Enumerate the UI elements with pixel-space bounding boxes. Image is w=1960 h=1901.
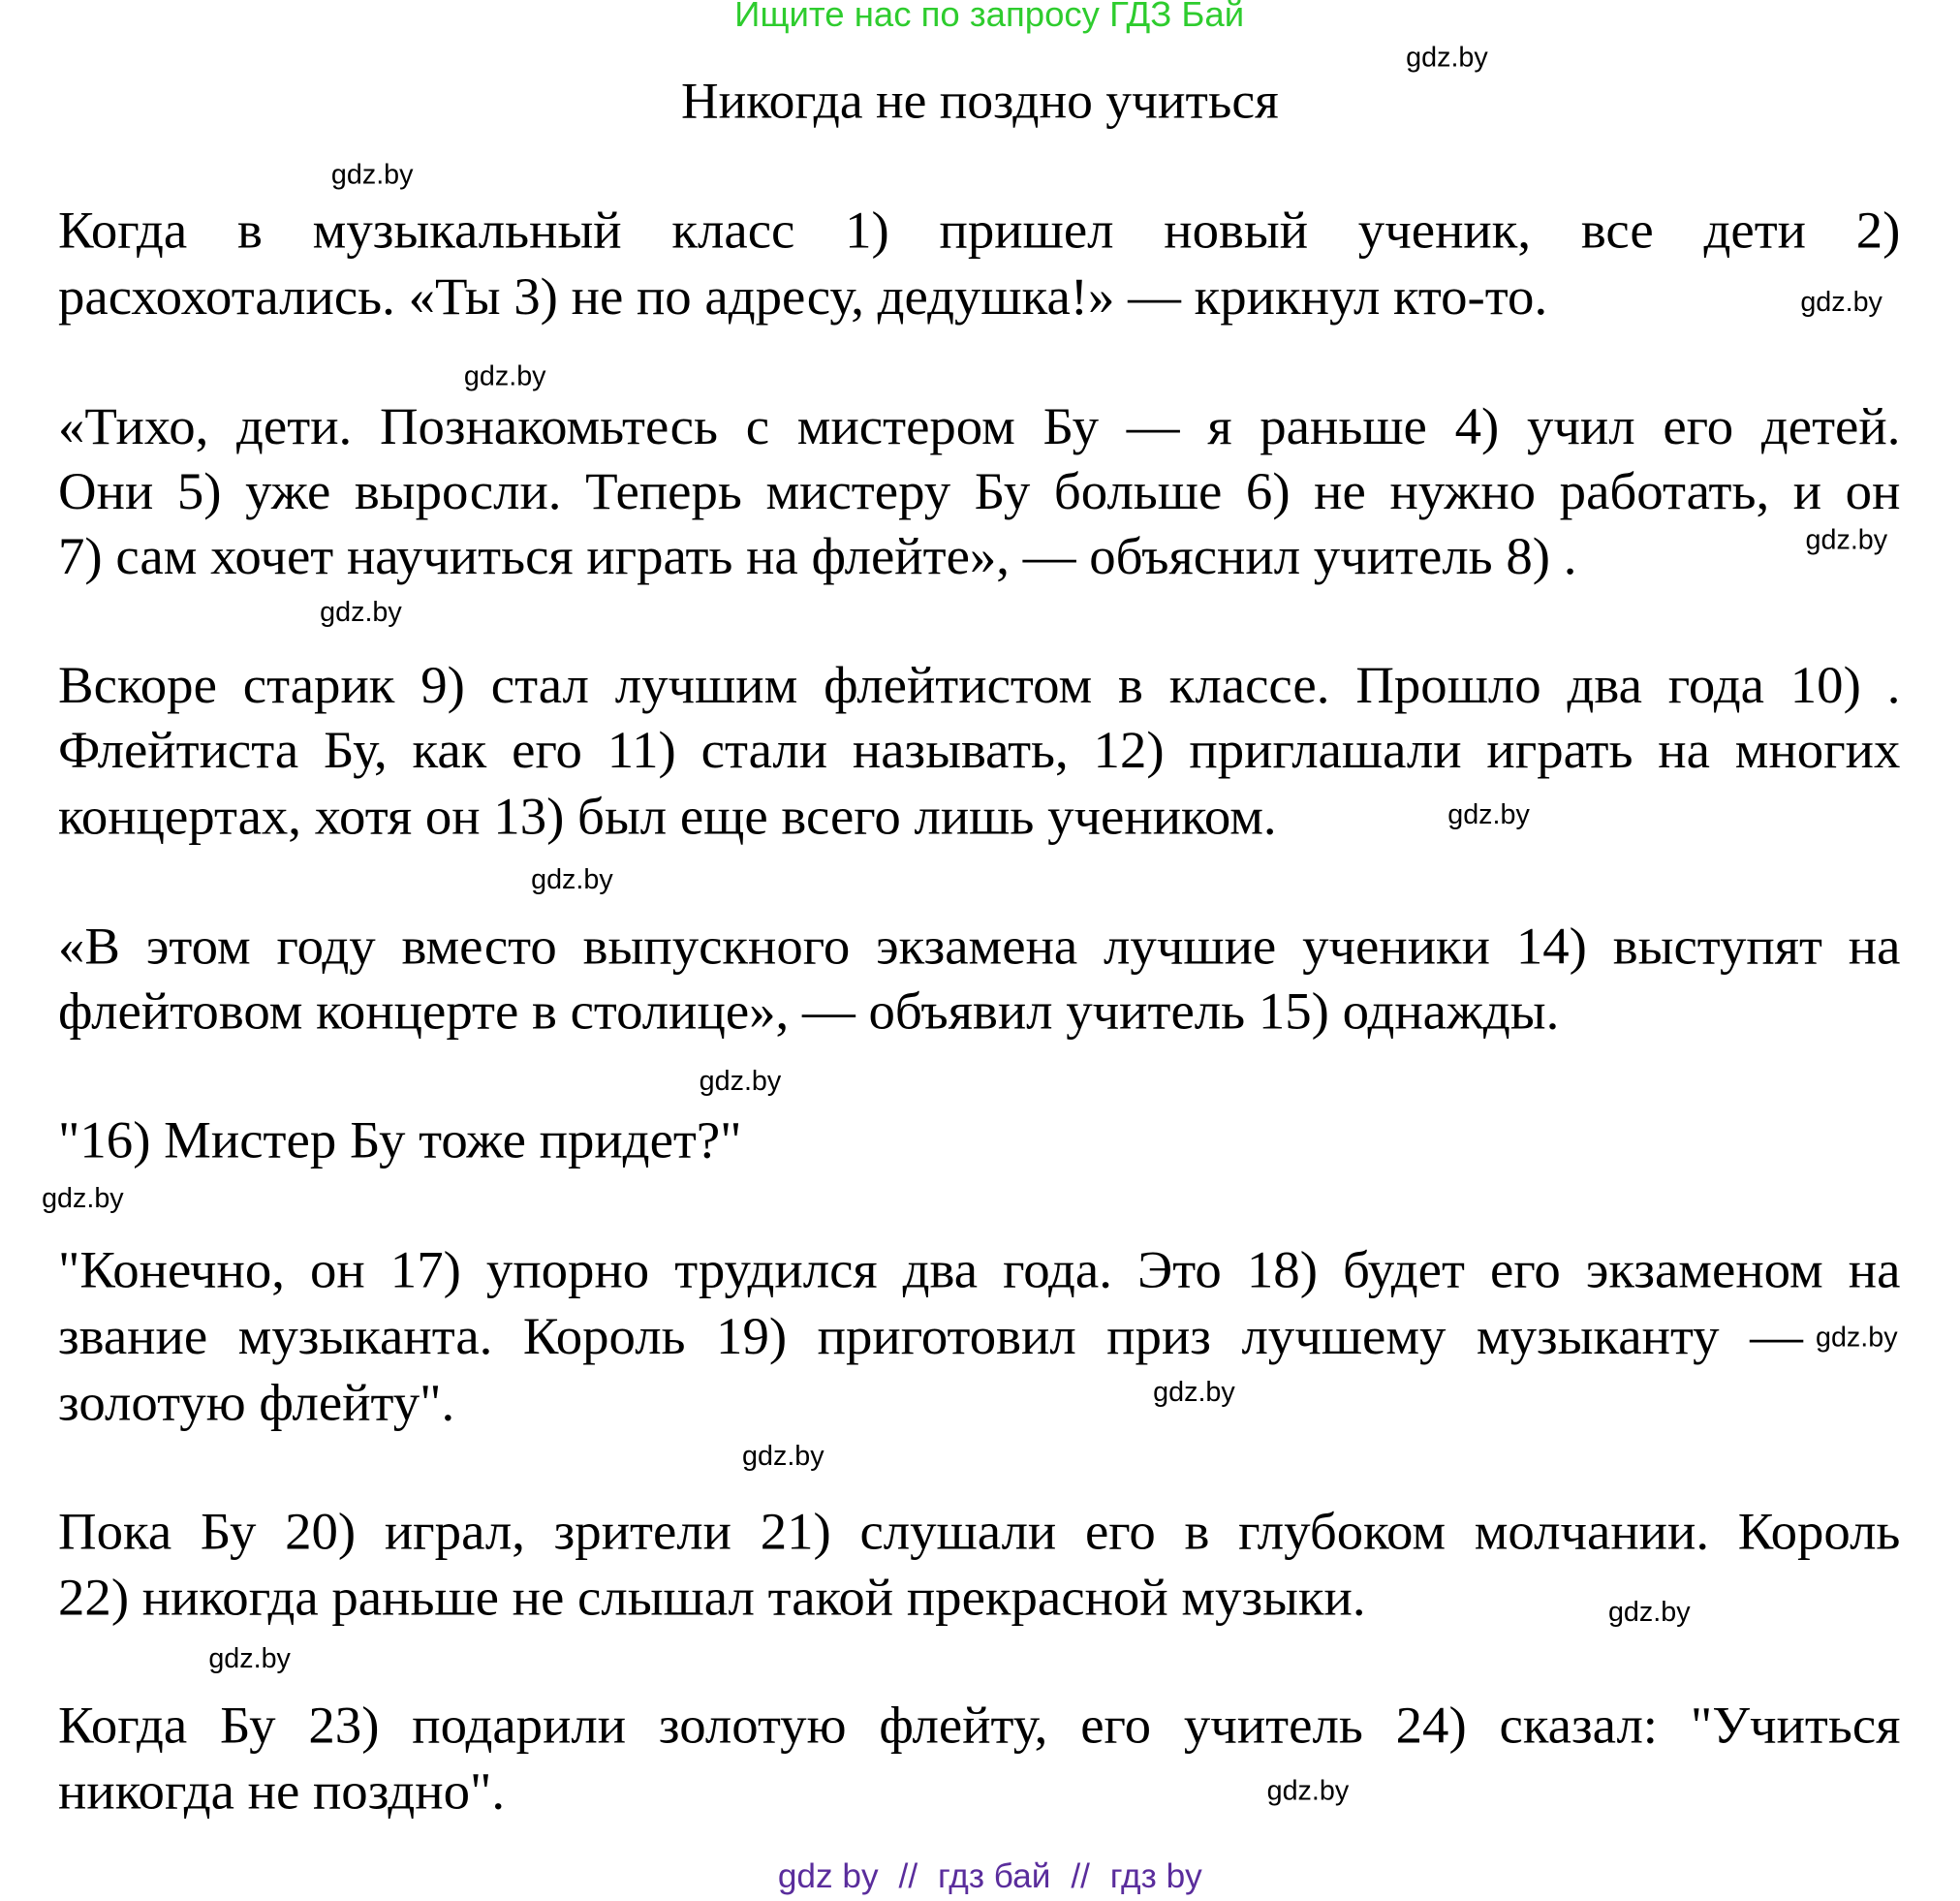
text-line: "Конечно, он 17) упорно трудился два года. Это 18) будет его экзаменом на xyxy=(58,1242,1901,1300)
text-line: Пока Бу 20) играл, зрители 21) слушали его в глубоком молчании. Король xyxy=(58,1503,1901,1562)
text-line: золотую флейту". xyxy=(58,1375,455,1433)
footer-separator: // xyxy=(898,1856,918,1895)
text-line: Вскоре старик 9) стал лучшим флейтистом в классе. Прошло два года 10) . xyxy=(58,657,1901,715)
text-line: 7) сам хочет научиться играть на флейте», — объяснил учитель 8) . xyxy=(58,528,1577,587)
text-line: «Тихо, дети. Познакомьтесь с мистером Бу — я раньше 4) учил его детей. xyxy=(58,398,1901,456)
text-line: "16) Мистер Бу тоже придет?" xyxy=(58,1112,742,1170)
watermark: gdz.by xyxy=(1406,41,1488,73)
text-line: Они 5) уже выросли. Теперь мистеру Бу больше 6) не нужно работать, и он xyxy=(58,463,1901,521)
watermark: gdz.by xyxy=(320,596,402,628)
text-line: звание музыканта. Король 19) приготовил приз лучшему музыканту — xyxy=(58,1308,1803,1366)
text-line: Когда Бу 23) подарили золотую флейту, его учитель 24) сказал: "Учиться xyxy=(58,1697,1901,1756)
text-line: Когда в музыкальный класс 1) пришел новый ученик, все дети 2) xyxy=(58,202,1901,261)
watermark: gdz.by xyxy=(1815,1321,1898,1353)
watermark: gdz.by xyxy=(330,158,414,191)
footer-link[interactable]: gdz by xyxy=(777,1856,879,1895)
footer-link[interactable]: гдз бай xyxy=(938,1856,1051,1895)
watermark: gdz.by xyxy=(1805,523,1888,555)
watermark: gdz.by xyxy=(42,1182,124,1214)
page-title: Никогда не поздно учиться xyxy=(681,71,1279,129)
text-line: 22) никогда раньше не слышал такой прекрасной музыки. xyxy=(58,1570,1366,1628)
watermark: gdz.by xyxy=(1153,1376,1235,1408)
watermark: gdz.by xyxy=(1607,1596,1691,1628)
watermark: gdz.by xyxy=(208,1642,291,1674)
watermark: gdz.by xyxy=(1800,286,1882,318)
footer-links xyxy=(0,1857,1960,1896)
text-line: Флейтиста Бу, как его 11) стали называть, 12) приглашали играть на многих xyxy=(58,722,1901,780)
text-line: флейтовом концерте в столице», — объявил учитель 15) однажды. xyxy=(58,983,1560,1042)
watermark: gdz.by xyxy=(1447,798,1530,830)
search-hint-banner: Ищите нас по запросу ГДЗ Бай xyxy=(734,0,1245,34)
watermark: gdz.by xyxy=(742,1440,824,1472)
text-line: никогда не поздно". xyxy=(58,1763,506,1822)
footer-separator: // xyxy=(1071,1856,1090,1895)
text-line: расхохотались. «Ты 3) не по адресу, дедушка!» — крикнул кто-то. xyxy=(58,268,1548,327)
watermark: gdz.by xyxy=(699,1065,782,1097)
watermark: gdz.by xyxy=(1266,1774,1350,1807)
text-line: концертах, хотя он 13) был еще всего лишь учеником. xyxy=(58,788,1277,847)
text-line: «В этом году вместо выпускного экзамена лучшие ученики 14) выступят на xyxy=(58,919,1901,977)
watermark: gdz.by xyxy=(463,359,546,391)
watermark: gdz.by xyxy=(531,863,613,895)
footer-link[interactable]: гдз by xyxy=(1109,1856,1202,1895)
